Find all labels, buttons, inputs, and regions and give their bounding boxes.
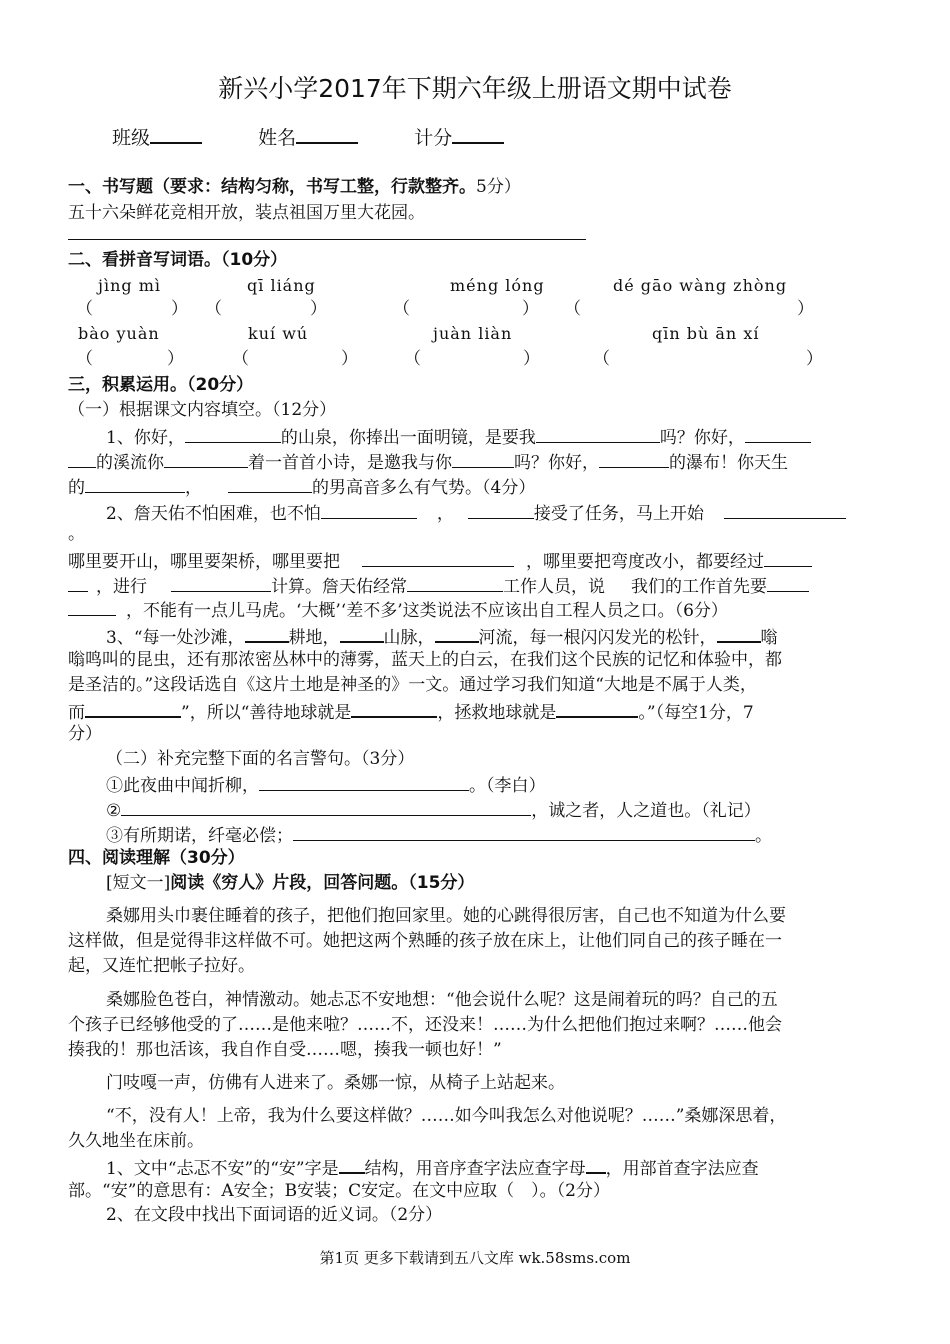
pinyin-6: kuí wú bbox=[248, 324, 309, 343]
answer-box-7[interactable]: （ ） bbox=[404, 349, 540, 369]
q2-line4: ，进行 计算。詹天佑经常 工作人员，说 我们的工作首先要 bbox=[68, 573, 809, 599]
passage-p2-l2: 个孩子已经够他受的了……是他来啦？……不，还没来！……为什么把他们抱过来啊？……他会 bbox=[68, 1015, 782, 1035]
answer-box-8[interactable]: （ ） bbox=[593, 349, 823, 369]
passage-heading: [短文一]阅读《穷人》片段，回答问题。（15分） bbox=[106, 873, 475, 893]
answer-box-5[interactable]: （ ） bbox=[76, 349, 184, 369]
q2-line5: ，不能有一点儿马虎。‘大概’‘差不多’这类说法不应该出自工程人员之口。（6分） bbox=[68, 597, 728, 623]
q3-line4: 而 ”，所以“善待地球就是 ，拯救地球就是 。”（每空1分，7 bbox=[68, 698, 754, 725]
passage-p4-l2: 久久地坐在床前。 bbox=[68, 1131, 204, 1151]
q2-line2: 。 bbox=[68, 524, 85, 544]
maxim-2: ② ，诚之者，人之道也。（礼记） bbox=[106, 797, 761, 823]
answer-box-2[interactable]: （ ） bbox=[205, 299, 327, 319]
passage-p3-l1: 门吱嘎一声，仿佛有人进来了。桑娜一惊，从椅子上站起来。 bbox=[106, 1073, 565, 1093]
q1-line2: 的溪流你 着一首首小诗，是邀我与你 吗？你好， 的瀑布！你天生 bbox=[68, 449, 788, 475]
q3-line1: 3、“每一处沙滩， 耕地， 山脉， 河流，每一根闪闪发光的松针， 嗡 bbox=[106, 623, 778, 650]
reading-q2: 2、在文段中找出下面词语的近义词。（2分） bbox=[106, 1205, 443, 1225]
class-field[interactable] bbox=[150, 124, 202, 144]
answer-box-3[interactable]: （ ） bbox=[393, 299, 539, 319]
pinyin-4: dé gāo wàng zhòng bbox=[613, 276, 788, 295]
passage-p1-l3: 起，又连忙把帐子拉好。 bbox=[68, 956, 255, 976]
section1-heading: 一、书写题（要求：结构匀称，书写工整，行款整齐。5分） bbox=[68, 177, 521, 197]
score-field[interactable] bbox=[452, 124, 504, 144]
passage-p1-l1: 桑娜用头巾裹住睡着的孩子，把他们抱回家里。她的心跳得很厉害，自己也不知道为什么要 bbox=[106, 906, 786, 926]
pinyin-2: qī liáng bbox=[247, 276, 316, 295]
name-label: 姓名 bbox=[258, 127, 297, 149]
q3-line2: 嗡鸣叫的昆虫，还有那浓密丛林中的薄雾，蓝天上的白云，在我们这个民族的记忆和体验中，都 bbox=[68, 650, 782, 670]
section3-sub2: （二）补充完整下面的名言警句。（3分） bbox=[106, 749, 415, 769]
page-footer: 第1页 更多下载请到五八文库 wk.58sms.com bbox=[319, 1249, 631, 1267]
passage-p2-l1: 桑娜脸色苍白，神情激动。她忐忑不安地想：“他会说什么呢？这是闹着玩的吗？自己的五 bbox=[106, 990, 778, 1010]
maxim-3: ③有所期诺，纤毫必偿； 。 bbox=[106, 822, 772, 848]
reading-q1-line2: 部。“安”的意思有：A安全；B安装；C安定。在文中应取（ ）。（2分） bbox=[68, 1181, 610, 1201]
q2-line3: 哪里要开山，哪里要架桥，哪里要把 ，哪里要把弯度改小，都要经过 bbox=[68, 548, 812, 574]
section2-heading: 二、看拼音写词语。（10分） bbox=[68, 250, 288, 270]
pinyin-7: juàn liàn bbox=[433, 324, 513, 343]
section3-heading: 三，积累运用。（20分） bbox=[68, 375, 254, 395]
info-row bbox=[112, 124, 504, 150]
answer-box-1[interactable]: （ ） bbox=[76, 299, 188, 319]
passage-p2-l3: 揍我的！那也活该，我自作自受……嗯，揍我一顿也好！” bbox=[68, 1040, 502, 1060]
score-label: 计分 bbox=[414, 127, 453, 149]
pinyin-3: méng lóng bbox=[450, 276, 545, 295]
class-label: 班级 bbox=[112, 127, 151, 149]
pinyin-1: jìng mì bbox=[98, 276, 161, 295]
name-field[interactable] bbox=[296, 124, 358, 144]
page-title: 新兴小学2017年下期六年级上册语文期中试卷 bbox=[218, 74, 732, 103]
answer-box-6[interactable]: （ ） bbox=[232, 349, 358, 369]
section4-heading: 四、阅读理解（30分） bbox=[68, 848, 245, 868]
answer-box-4[interactable]: （ ） bbox=[564, 299, 814, 319]
q2-line1: 2、詹天佑不怕困难，也不怕 ， 接受了任务，马上开始 bbox=[106, 500, 846, 526]
section3-sub1: （一）根据课文内容填空。（12分） bbox=[68, 400, 337, 420]
section1-text: 五十六朵鲜花竞相开放，装点祖国万里大花园。 bbox=[68, 203, 425, 223]
passage-p1-l2: 这样做，但是觉得非这样做不可。她把这两个熟睡的孩子放在床上，让他们同自己的孩子睡在一 bbox=[68, 931, 782, 951]
q3-line3: 是圣洁的。”这段话选自《这片土地是神圣的》一文。通过学习我们知道“大地是不属于人类， bbox=[68, 675, 757, 695]
q3-line5: 分） bbox=[68, 724, 102, 744]
q1-line1: 1、你好， 的山泉，你捧出一面明镜，是要我 吗？你好， bbox=[106, 424, 811, 450]
pinyin-8: qīn bù ān xí bbox=[652, 324, 760, 343]
maxim-1: ①此夜曲中闻折柳， 。（李白） bbox=[106, 772, 546, 798]
passage-p4-l1: “不，没有人！上帝，我为什么要这样做？……如今叫我怎么对他说呢？……”桑娜深思着， bbox=[106, 1106, 787, 1126]
pinyin-5: bào yuàn bbox=[78, 324, 160, 343]
q1-line3: 的 ， 的男高音多么有气势。（4分） bbox=[68, 474, 535, 500]
reading-q1-line1: 1、文中“忐忑不安”的“安”字是 结构，用音序查字法应查字母 ，用部首查字法应查 bbox=[106, 1154, 759, 1181]
writing-line[interactable] bbox=[68, 239, 586, 240]
